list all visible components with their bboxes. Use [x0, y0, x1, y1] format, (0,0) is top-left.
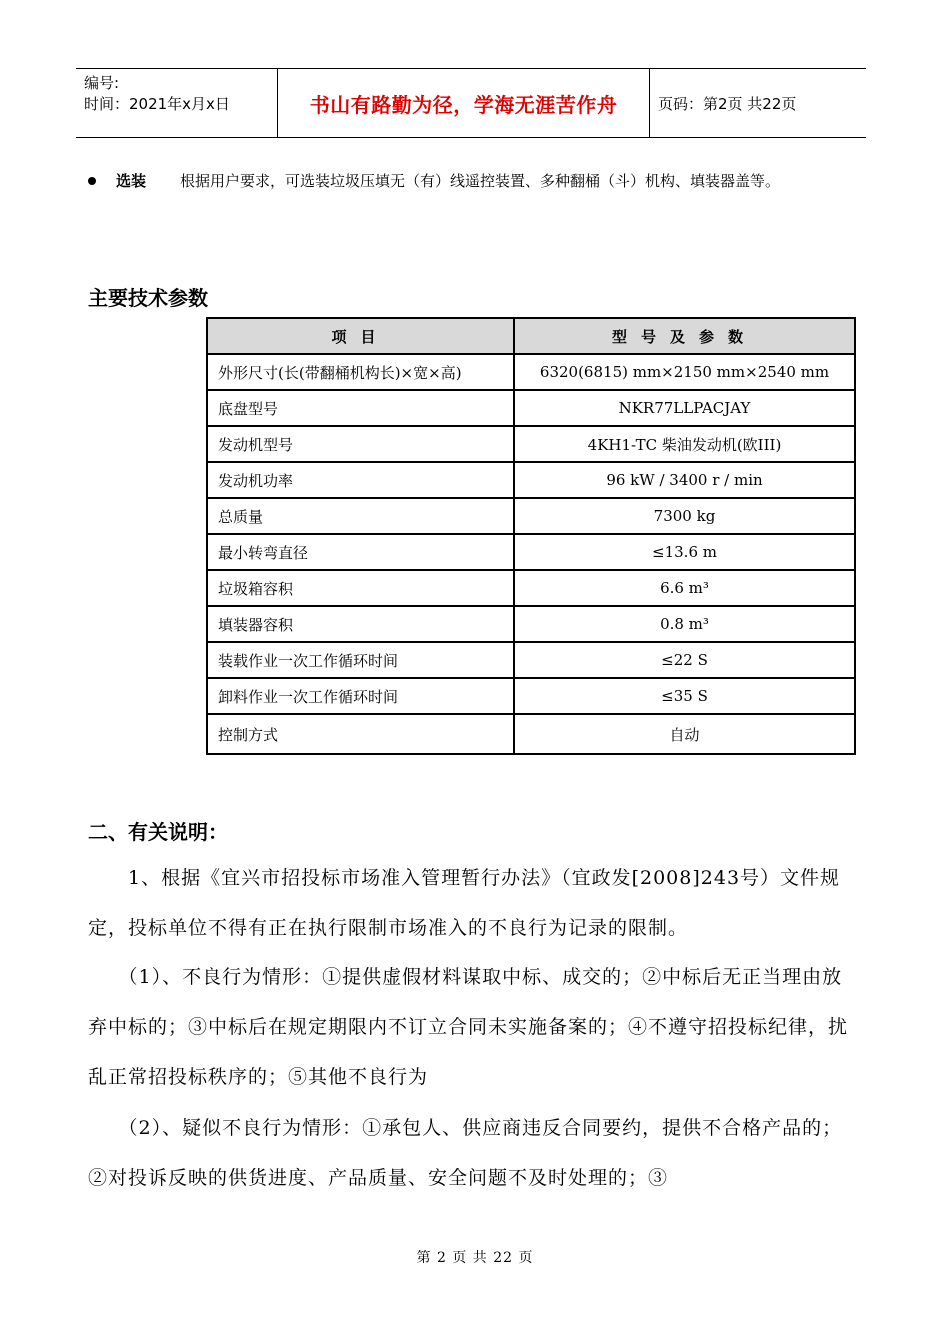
header-page-info: 页码：第2页 共22页 [658, 94, 797, 113]
spec-table-row [207, 642, 855, 678]
spec-value-cell: ≤35 S [514, 678, 855, 714]
spec-table-row [207, 354, 855, 390]
spec-value-cell: 自动 [514, 714, 855, 754]
spec-table-header-item: 项目 [207, 318, 514, 354]
notes-section-title: 二、有关说明： [88, 820, 228, 844]
note-paragraph-1: 1、根据《宜兴市招投标市场准入管理暂行办法》（宜政发[2008]243号）文件规定，投标单位不得有正在执行限制市场准入的不良行为记录的限制。 [88, 867, 841, 939]
spec-table-header-value: 型号及参数 [514, 318, 855, 354]
spec-item-cell: 发动机型号 [207, 426, 514, 462]
spec-value-cell: 7300 kg [514, 498, 855, 534]
spec-item-cell: 总质量 [207, 498, 514, 534]
bullet-icon [88, 177, 96, 185]
spec-value-cell: ≤13.6 m [514, 534, 855, 570]
spec-item-cell: 最小转弯直径 [207, 534, 514, 570]
spec-item-cell: 卸料作业一次工作循环时间 [207, 678, 514, 714]
note-paragraph-3: （2）、疑似不良行为情形：①承包人、供应商违反合同要约，提供不合格产品的；②对投诉反映的供货进度、产品质量、安全问题不及时处理的；③ [88, 1117, 843, 1189]
spec-table [206, 317, 856, 755]
option-label: 选装 [116, 172, 147, 190]
spec-table-row [207, 678, 855, 714]
spec-table-row [207, 498, 855, 534]
spec-table-header-row [207, 318, 855, 354]
spec-item-cell: 装载作业一次工作循环时间 [207, 642, 514, 678]
spec-value-cell: NKR77LLPACJAY [514, 390, 855, 426]
spec-table-body [207, 354, 855, 754]
spec-table-row [207, 426, 855, 462]
spec-value-cell: 0.8 m³ [514, 606, 855, 642]
document-date: 时间：2021年x月x日 [84, 95, 230, 113]
spec-item-cell: 垃圾箱容积 [207, 570, 514, 606]
header-motto: 书山有路勤为径，学海无涯苦作舟 [277, 69, 650, 137]
spec-item-cell: 填装器容积 [207, 606, 514, 642]
page-footer: 第 2 页 共 22 页 [416, 1250, 534, 1266]
spec-table-row [207, 606, 855, 642]
spec-table-row [207, 714, 855, 754]
page-header [76, 68, 866, 138]
spec-value-cell: 4KH1-TC 柴油发动机(欧III) [514, 426, 855, 462]
spec-value-cell: 6.6 m³ [514, 570, 855, 606]
spec-table-row [207, 462, 855, 498]
spec-item-cell: 控制方式 [207, 714, 514, 754]
option-text: 根据用户要求，可选装垃圾压填无（有）线遥控装置、多种翻桶（斗）机构、填装器盖等。 [180, 172, 781, 190]
spec-value-cell: 96 kW / 3400 r / min [514, 462, 855, 498]
header-meta [76, 69, 277, 137]
spec-item-cell: 发动机功率 [207, 462, 514, 498]
option-line [88, 170, 780, 191]
spec-table-row [207, 570, 855, 606]
spec-table-row [207, 390, 855, 426]
document-number-label: 编号: [84, 74, 120, 92]
spec-section-title: 主要技术参数 [88, 286, 208, 310]
note-paragraph-2: （1）、不良行为情形：①提供虚假材料谋取中标、成交的；②中标后无正当理由放弃中标的；③中标后在规定期限内不订立合同未实施备案的；④不遵守招投标纪律，扰乱正常招投标秩序的；⑤其他不良行为 [88, 966, 849, 1088]
spec-table-row [207, 534, 855, 570]
spec-value-cell: ≤22 S [514, 642, 855, 678]
spec-item-cell: 底盘型号 [207, 390, 514, 426]
spec-value-cell: 6320(6815) mm×2150 mm×2540 mm [514, 354, 855, 390]
spec-item-cell: 外形尺寸(长(带翻桶机构长)×宽×高) [207, 354, 514, 390]
